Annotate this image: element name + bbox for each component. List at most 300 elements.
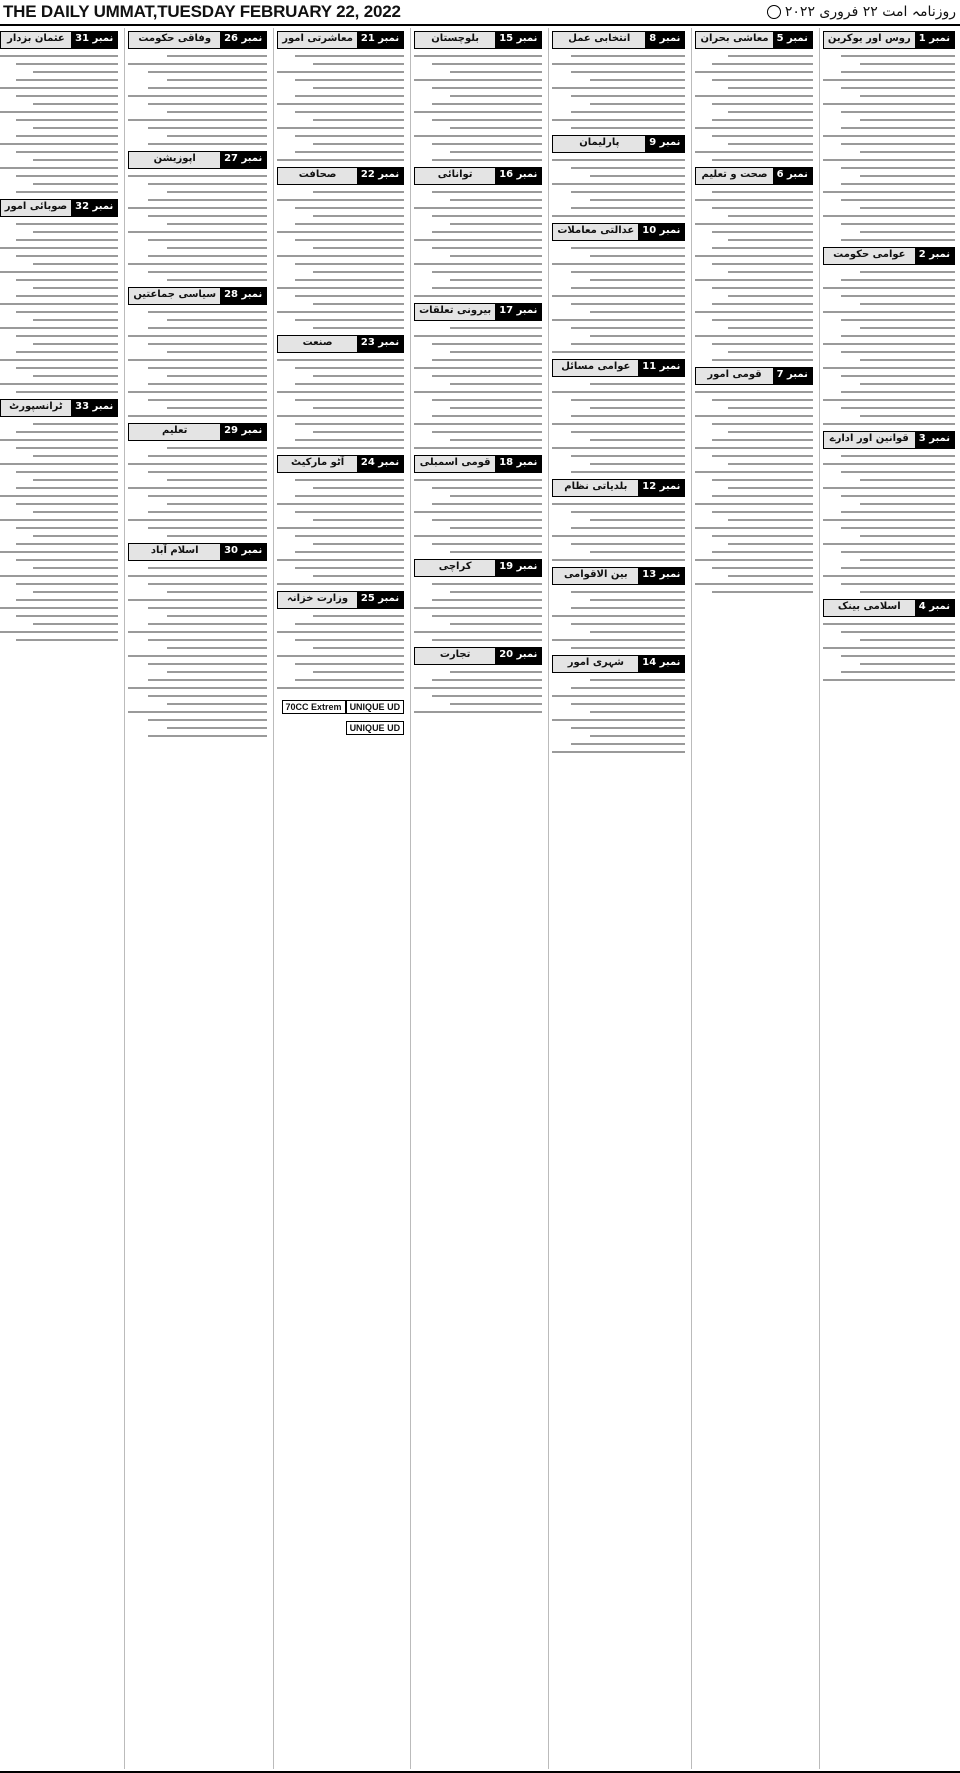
text-line [571,327,685,329]
news-item-number: نمبر 23 [357,336,403,352]
text-line [148,367,267,369]
news-item [277,167,404,329]
news-column [691,28,815,1769]
news-item-title: تعلیم [129,424,220,440]
text-line [432,231,542,233]
text-line [552,751,685,753]
text-line [728,327,813,329]
text-line [167,351,267,353]
news-column [124,28,270,1769]
news-item-title: وزارت خزانہ [278,592,357,608]
text-line [148,311,267,313]
news-item [128,543,267,737]
text-line [148,735,267,737]
text-line [728,407,813,409]
news-item-heading [0,399,118,417]
news-item-body [552,503,685,561]
text-line [860,591,955,593]
text-line [571,95,685,97]
text-line [432,415,542,417]
text-line [590,679,686,681]
text-line [0,575,118,577]
text-line [148,567,267,569]
text-line [860,95,955,97]
news-item-number: نمبر 31 [71,32,117,48]
text-line [712,247,813,249]
text-line [432,287,542,289]
text-line [128,687,267,689]
text-line [148,495,267,497]
text-line [295,367,404,369]
text-line [16,175,118,177]
text-line [277,655,404,657]
text-line [712,119,813,121]
text-line [414,687,542,689]
news-item-number: نمبر 20 [495,648,541,664]
text-line [432,503,542,505]
text-line [841,375,955,377]
text-line [712,207,813,209]
text-line [860,271,955,273]
text-line [695,391,812,393]
news-item [552,135,685,217]
text-line [414,295,542,297]
text-line [0,247,118,249]
text-line [590,439,686,441]
news-item-body [277,479,404,585]
text-line [728,431,813,433]
text-line [295,439,404,441]
text-line [841,143,955,145]
text-line [277,415,404,417]
text-line [712,319,813,321]
text-line [277,255,404,257]
text-line [552,695,685,697]
text-line [728,463,813,465]
text-line [167,703,267,705]
text-line [728,351,813,353]
text-line [148,679,267,681]
text-line [277,559,404,561]
text-line [0,167,118,169]
news-item-body [552,591,685,649]
text-line [841,455,955,457]
news-item-body [128,55,267,145]
news-item-number: نمبر 21 [357,32,403,48]
text-line [552,159,685,161]
text-line [148,255,267,257]
text-line [33,231,118,233]
text-line [823,311,955,313]
text-line [450,439,542,441]
text-line [695,559,812,561]
text-line [148,383,267,385]
text-line [33,591,118,593]
text-line [148,511,267,513]
news-item [277,455,404,585]
text-line [695,127,812,129]
news-item [128,423,267,537]
news-item-body [277,191,404,329]
text-line [0,383,118,385]
text-line [432,639,542,641]
text-line [148,199,267,201]
text-line [728,295,813,297]
text-line [552,639,685,641]
text-line [552,719,685,721]
news-item-title: انتخابی عمل [553,32,645,48]
text-line [841,111,955,113]
news-column [0,28,121,1769]
text-line [432,695,542,697]
text-line [841,239,955,241]
text-line [450,71,542,73]
text-line [0,271,118,273]
text-line [450,351,542,353]
news-item-title: روس اور یوکرین [824,32,915,48]
text-line [128,655,267,657]
news-item-title: عدالتی معاملات [553,224,638,240]
text-line [841,335,955,337]
text-line [860,303,955,305]
text-line [0,439,118,441]
text-line [295,623,404,625]
text-line [860,359,955,361]
text-line [552,87,685,89]
text-line [16,583,118,585]
text-line [841,127,955,129]
news-item [823,247,955,425]
text-line [823,191,955,193]
text-line [33,183,118,185]
masthead-urdu-text: روزنامہ امت ۲۲ فروری ۲۰۲۲ [784,4,956,20]
text-line [571,191,685,193]
text-line [841,567,955,569]
text-line [841,295,955,297]
text-line [432,119,542,121]
text-line [16,135,118,137]
text-line [823,679,955,681]
text-line [148,527,267,529]
text-line [148,103,267,105]
text-line [148,607,267,609]
text-line [33,567,118,569]
text-line [571,247,685,249]
text-line [841,223,955,225]
text-line [277,127,404,129]
text-line [313,431,404,433]
text-line [860,479,955,481]
news-item-body [0,223,118,393]
text-line [414,447,542,449]
product-tag: UNIQUE UD [346,700,405,714]
news-item-body [823,455,955,593]
text-line [167,279,267,281]
text-line [712,263,813,265]
news-item-title: صحافت [278,168,357,184]
news-item-number: نمبر 3 [915,432,954,448]
text-line [841,407,955,409]
news-column [548,28,688,1769]
news-item-heading [823,431,955,449]
text-line [432,679,542,681]
text-line [695,415,812,417]
text-line [450,199,542,201]
news-item-title: شہری امور [553,656,638,672]
text-line [167,135,267,137]
text-line [33,423,118,425]
text-line [0,111,118,113]
text-line [277,359,404,361]
news-item-title: بلوچستان [415,32,495,48]
news-item-body [695,55,812,161]
news-item-heading [128,151,267,169]
text-line [277,287,404,289]
text-line [33,287,118,289]
text-line [313,519,404,521]
text-line [571,415,685,417]
news-item-number: نمبر 11 [638,360,684,376]
text-line [128,335,267,337]
text-line [128,391,267,393]
news-item-title: عثمان بزدار [1,32,71,48]
text-line [295,79,404,81]
text-line [0,631,118,633]
text-line [552,423,685,425]
text-line [148,455,267,457]
text-line [552,215,685,217]
text-line [414,511,542,513]
news-item-number: نمبر 8 [645,32,684,48]
text-line [167,447,267,449]
text-line [695,471,812,473]
news-item-heading [0,199,118,217]
text-line [414,479,542,481]
text-line [128,63,267,65]
news-item [277,335,404,449]
text-line [432,103,542,105]
news-item [414,647,542,713]
news-item [0,199,118,393]
news-item-heading [552,31,685,49]
news-item-heading [414,167,542,185]
text-line [313,647,404,649]
news-item-number: نمبر 26 [220,32,266,48]
news-item-body [552,679,685,753]
text-line [571,431,685,433]
news-item-number: نمبر 13 [638,568,684,584]
text-line [728,575,813,577]
text-line [552,391,685,393]
text-line [712,343,813,345]
news-item-heading [0,31,118,49]
news-item-title: اسلام آباد [129,544,220,560]
text-line [841,167,955,169]
text-line [16,471,118,473]
news-item-body [552,247,685,353]
text-line [841,351,955,353]
news-item-title: قومی اسمبلی [415,456,495,472]
text-line [313,215,404,217]
news-item-title: اسلامی بینک [824,600,915,616]
masthead-english-title: THE DAILY UMMAT,TUESDAY FEBRUARY 22, 2022 [3,2,401,21]
text-line [823,399,955,401]
text-line [414,631,542,633]
text-line [432,343,542,345]
text-line [0,551,118,553]
text-line [33,127,118,129]
text-line [277,103,404,105]
text-line [313,87,404,89]
text-line [432,487,542,489]
text-line [552,119,685,121]
text-line [414,207,542,209]
text-line [695,151,812,153]
news-item-number: نمبر 27 [220,152,266,168]
text-line [695,447,812,449]
text-line [432,583,542,585]
news-item [128,151,267,281]
text-line [432,375,542,377]
news-item-body [414,671,542,713]
text-line [860,639,955,641]
text-line [728,215,813,217]
text-line [695,255,812,257]
text-line [432,87,542,89]
news-item-body [0,423,118,641]
text-line [712,479,813,481]
text-line [728,239,813,241]
news-item [0,399,118,641]
text-line [167,591,267,593]
text-line [313,487,404,489]
news-item [128,31,267,145]
text-line [712,303,813,305]
text-line [295,207,404,209]
text-line [712,159,813,161]
text-line [841,551,955,553]
text-line [823,487,955,489]
text-line [590,711,686,713]
text-line [148,143,267,145]
text-line [590,335,686,337]
news-item-heading [128,543,267,561]
text-line [277,687,404,689]
news-item [695,367,812,593]
news-item [552,223,685,353]
text-line [313,143,404,145]
news-item-number: نمبر 15 [495,32,541,48]
text-line [33,511,118,513]
news-item-heading [128,31,267,49]
text-line [16,279,118,281]
text-line [695,335,812,337]
text-line [450,703,542,705]
text-line [295,663,404,665]
text-line [128,207,267,209]
text-line [295,551,404,553]
text-line [277,71,404,73]
text-line [450,151,542,153]
news-item-number: نمبر 6 [773,168,812,184]
product-tag: 70CC Extrem [282,700,346,714]
text-line [277,311,404,313]
text-line [552,615,685,617]
news-item-body [823,623,955,681]
text-line [148,271,267,273]
text-line [841,279,955,281]
text-line [712,511,813,513]
news-item-number: نمبر 16 [495,168,541,184]
text-line [414,55,542,57]
text-line [590,599,686,601]
text-line [571,343,685,345]
text-line [571,623,685,625]
news-item [414,31,542,161]
text-line [167,55,267,57]
text-line [571,543,685,545]
text-line [295,135,404,137]
text-line [295,479,404,481]
news-item-heading [277,455,404,473]
news-item-number: نمبر 28 [220,288,266,304]
text-line [695,95,812,97]
text-line [16,615,118,617]
text-line [823,647,955,649]
news-item-number: نمبر 2 [915,248,954,264]
text-line [860,663,955,665]
news-item-title: قومی امور [696,368,772,384]
text-line [148,663,267,665]
news-item-title: تجارت [415,648,495,664]
text-line [432,63,542,65]
text-line [295,263,404,265]
news-item-number: نمبر 25 [357,592,403,608]
news-item-number: نمبر 18 [495,456,541,472]
text-line [148,327,267,329]
text-line [16,151,118,153]
text-line [167,671,267,673]
text-line [295,279,404,281]
text-line [167,79,267,81]
news-item-heading [695,167,812,185]
text-line [128,487,267,489]
news-item-body [0,55,118,193]
text-line [590,199,686,201]
text-line [16,527,118,529]
news-item-title: عوامی مسائل [553,360,638,376]
news-item-number: نمبر 17 [495,304,541,320]
text-line [167,223,267,225]
news-item-number: نمبر 33 [71,400,117,416]
news-item-body [414,191,542,297]
text-line [0,607,118,609]
news-item-number: نمبر 22 [357,168,403,184]
news-item-heading [277,591,404,609]
news-item [414,559,542,641]
text-line [295,495,404,497]
text-line [16,351,118,353]
text-line [313,63,404,65]
text-line [571,287,685,289]
news-item-heading [277,335,404,353]
text-line [295,511,404,513]
text-line [313,615,404,617]
text-line [313,191,404,193]
text-line [841,631,955,633]
news-item-body [128,175,267,281]
text-line [571,399,685,401]
